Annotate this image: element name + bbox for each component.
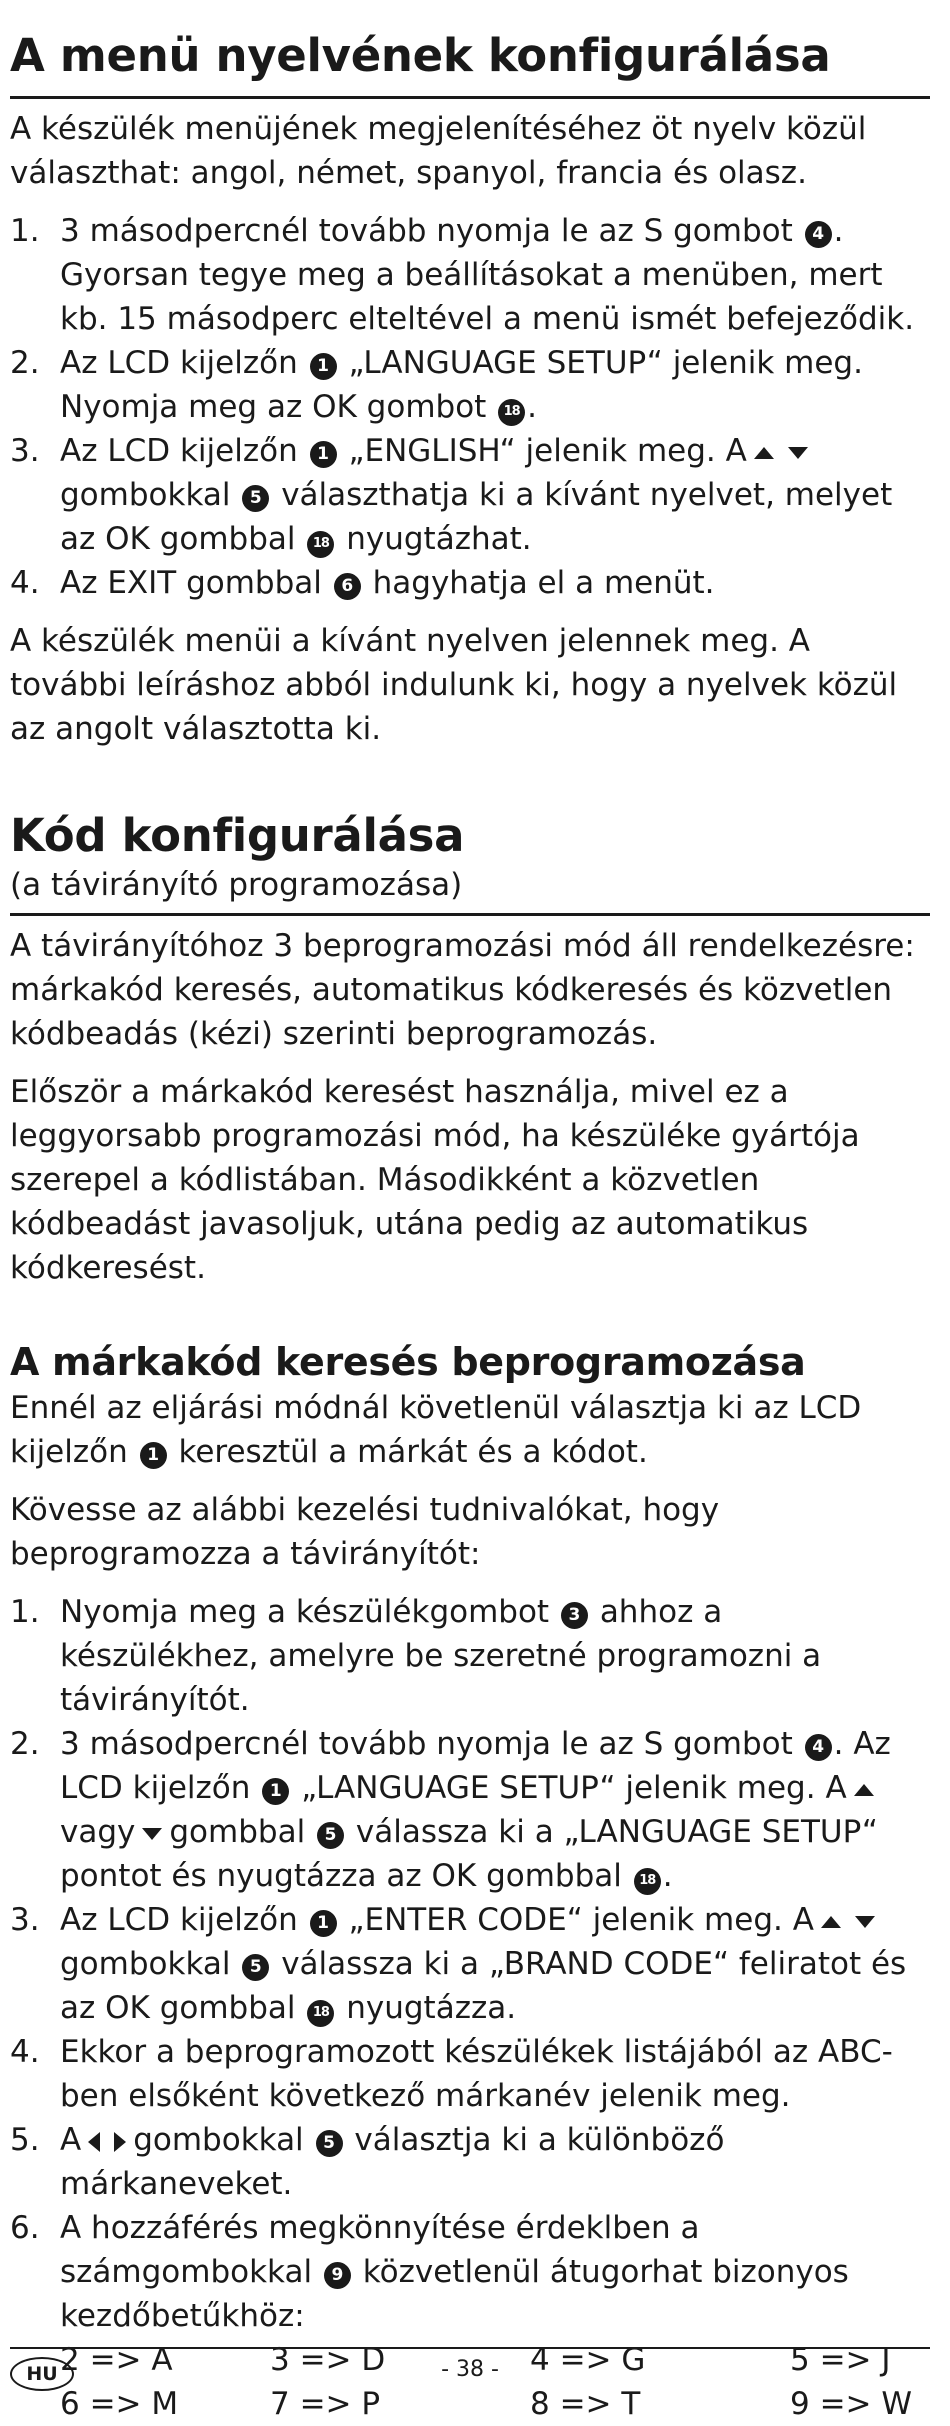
mapping-item: 9 => W bbox=[790, 2386, 913, 2422]
button-ref-5: 5 bbox=[242, 1954, 269, 1981]
triangle-up-icon bbox=[853, 1783, 875, 1797]
list-item: 4. Ekkor a beprogramozott készülékek listájából az ABC-ben elsőként következő márkanév jelenik meg. bbox=[10, 2034, 893, 2114]
menu-language-outro: A készülék menüi a kívánt nyelven jelennek meg. A további leíráshoz abból indulunk ki, hogy a nyelvek közül az angolt választotta ki. bbox=[10, 623, 898, 747]
button-ref-5: 5 bbox=[242, 485, 269, 512]
list-item: 3. Az LCD kijelzőn 1 „ENGLISH“ jelenik meg. A gombokkal 5 választhatja ki a kívánt nyelvet, melyet az OK gombbal 18 nyugtázhat. bbox=[10, 433, 893, 557]
button-ref-4: 4 bbox=[805, 1734, 832, 1761]
button-ref-1: 1 bbox=[310, 1910, 337, 1937]
section-subtitle: (a távirányító programozása) bbox=[10, 863, 930, 916]
button-ref-4: 4 bbox=[805, 221, 832, 248]
list-item: 1. Nyomja meg a készülékgombot 3 ahhoz a készülékhez, amelyre be szeretné programozni a távirányítót. bbox=[10, 1594, 822, 1718]
button-ref-18: 18 bbox=[634, 1868, 661, 1895]
button-ref-1: 1 bbox=[310, 441, 337, 468]
mapping-item: 4 => G bbox=[530, 2342, 646, 2378]
button-ref-18: 18 bbox=[498, 399, 525, 426]
button-ref-18: 18 bbox=[307, 531, 334, 558]
section-title-brand-code: A márkakód keresés beprogramozása bbox=[10, 1340, 806, 1384]
mapping-item: 6 => M bbox=[60, 2386, 179, 2422]
mapping-item: 3 => D bbox=[270, 2342, 386, 2378]
button-ref-6: 6 bbox=[334, 573, 361, 600]
button-ref-5: 5 bbox=[317, 1822, 344, 1849]
mapping-item: 7 => P bbox=[270, 2386, 381, 2422]
list-item: 2. 3 másodpercnél tovább nyomja le az S gombot 4 . Az LCD kijelzőn 1 „LANGUAGE SETUP“ jelenik meg. Avagy gombbal 5 válassza ki a „LANGUAGE SETUP“ pontot és nyugtázza az OK gombbal 18 . bbox=[10, 1726, 891, 1894]
page-footer bbox=[10, 2347, 930, 2389]
mapping-item: 2 => A bbox=[60, 2342, 173, 2378]
triangle-up-icon bbox=[820, 1915, 842, 1929]
button-ref-9: 9 bbox=[324, 2262, 351, 2289]
button-ref-18: 18 bbox=[307, 2000, 334, 2027]
menu-language-intro: A készülék menüjének megjelenítéséhez öt nyelv közül választhat: angol, német, spanyol, francia és olasz. bbox=[10, 111, 867, 191]
button-ref-3: 3 bbox=[561, 1602, 588, 1629]
triangle-right-icon bbox=[113, 2131, 127, 2153]
section-title-menu-language: A menü nyelvének konfigurálása bbox=[10, 26, 930, 99]
language-badge: HU bbox=[10, 2357, 74, 2391]
code-config-p1: A távirányítóhoz 3 beprogramozási mód áll rendelkezésre: márkakód keresés, automatikus kódkeresés és közvetlen kódbeadás (kézi) szerinti beprogramozás. bbox=[10, 928, 915, 1052]
list-item: 3. Az LCD kijelzőn 1 „ENTER CODE“ jelenik meg. Agombokkal 5 válassza ki a „BRAND CODE“ feliratot és az OK gombbal 18 nyugtázza. bbox=[10, 1902, 907, 2026]
list-item: 4. Az EXIT gombbal 6 hagyhatja el a menüt. bbox=[10, 565, 715, 601]
list-item: 5. A gombokkal 5 választja ki a különböző márkaneveket. bbox=[10, 2122, 725, 2202]
brand-code-steps bbox=[10, 1590, 930, 2338]
triangle-down-icon bbox=[787, 446, 809, 460]
mapping-item: 8 => T bbox=[530, 2386, 641, 2422]
button-ref-1: 1 bbox=[310, 353, 337, 380]
list-item: 1. 3 másodpercnél tovább nyomja le az S gombot 4 . Gyorsan tegye meg a beállításokat a menüben, mert kb. 15 másodperc elteltével a menü ismét befejeződik. bbox=[10, 213, 915, 337]
mapping-item: 5 => J bbox=[790, 2342, 891, 2378]
triangle-up-icon bbox=[753, 446, 775, 460]
section-title-code-config: Kód konfigurálása bbox=[10, 809, 465, 862]
triangle-down-icon bbox=[141, 1827, 163, 1841]
list-item: 6. A hozzáférés megkönnyítése érdeklben a számgombokkal 9 közvetlenül átugorhat bizonyos kezdőbetűkhöz: bbox=[10, 2210, 849, 2334]
code-config-p2: Először a márkakód keresést használja, mivel ez a leggyorsabb programozási mód, ha készüléke gyártója szerepel a kódlistában. Másodikként a közvetlen kódbeadást javasoljuk, utána pedig az automatikus kódkeresést. bbox=[10, 1074, 860, 1286]
brand-code-p2: Kövesse az alábbi kezelési tudnivalókat, hogy beprogramozza a távirányítót: bbox=[10, 1492, 720, 1572]
brand-code-p1: Ennél az eljárási módnál követlenül választja ki az LCD kijelzőn 1 keresztül a márkát és a kódot. bbox=[10, 1390, 862, 1470]
manual-page bbox=[10, 10, 930, 2426]
button-ref-1: 1 bbox=[140, 1442, 167, 1469]
list-item: 2. Az LCD kijelzőn 1 „LANGUAGE SETUP“ jelenik meg. Nyomja meg az OK gombot 18 . bbox=[10, 345, 863, 425]
triangle-left-icon bbox=[87, 2131, 101, 2153]
page-number: - 38 - bbox=[441, 2357, 499, 2382]
triangle-down-icon bbox=[854, 1915, 876, 1929]
button-ref-1: 1 bbox=[262, 1778, 289, 1805]
menu-language-steps bbox=[10, 209, 930, 605]
button-ref-5: 5 bbox=[316, 2130, 343, 2157]
